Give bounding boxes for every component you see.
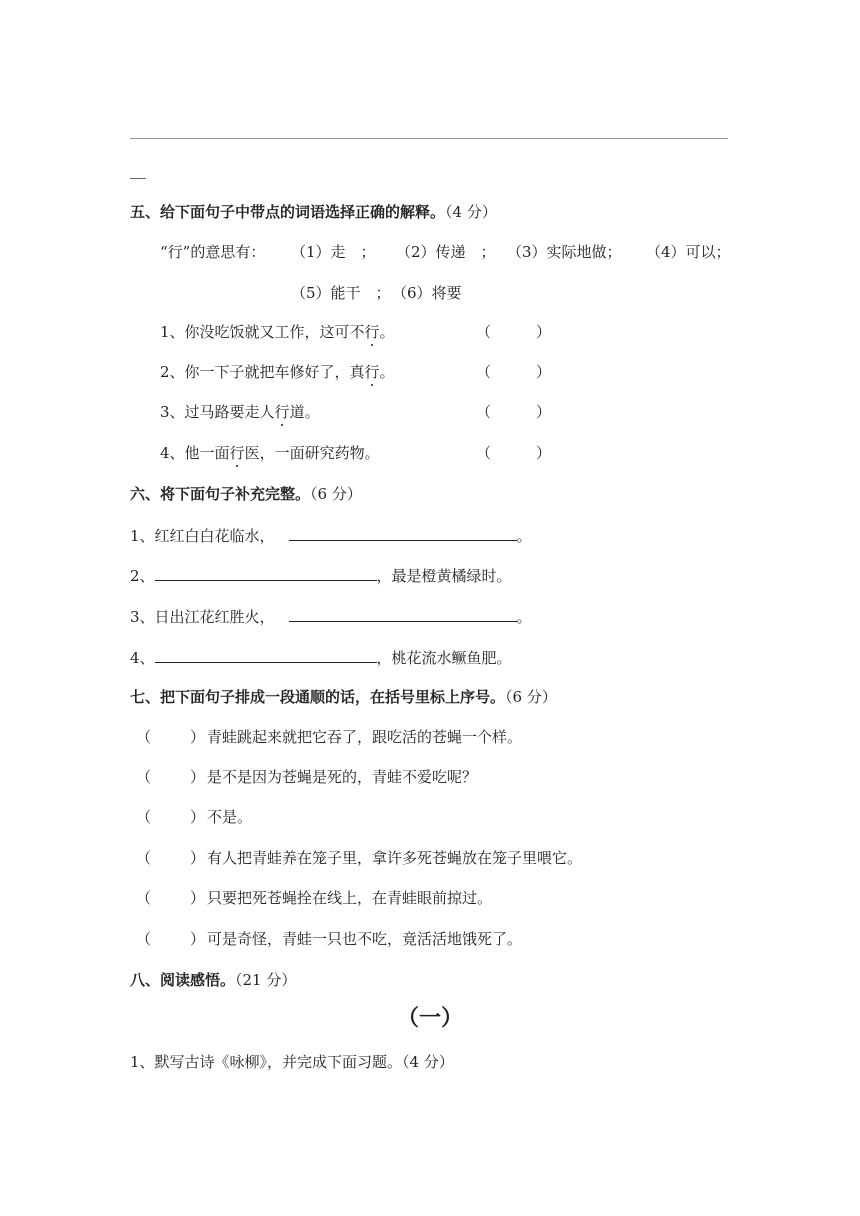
meaning-4: （4）可以； — [646, 243, 731, 261]
sec7-item: 只要把死苍蝇拴在线上，在青蛙眼前掠过。 — [207, 889, 493, 907]
dotted-word: 行 — [364, 323, 380, 341]
section-8-title: 八、阅读感悟。（21 分） — [130, 971, 297, 989]
sec7-item: 是不是因为苍蝇是死的，青蛙不爱吃呢？ — [207, 768, 478, 786]
section-6-title: 六、将下面句子补充完整。（6 分） — [130, 485, 362, 503]
order-paren-open[interactable]: （ — [136, 808, 152, 826]
fill-blank[interactable] — [289, 606, 517, 622]
sec5-item-4: 4、他一面行医，一面研究药物。 — [160, 444, 380, 462]
order-paren-close: ） — [190, 889, 206, 907]
order-paren-open[interactable]: （ — [136, 889, 152, 907]
fill-blank[interactable] — [155, 647, 377, 663]
order-paren-close: ） — [190, 930, 206, 948]
sec8-question-1: 1、默写古诗《咏柳》，并完成下面习题。（4 分） — [130, 1053, 454, 1071]
sec6-line-3: 3、日出江花红胜火， 。 — [130, 608, 532, 626]
order-paren-open[interactable]: （ — [136, 728, 152, 746]
section-5-points: （4 分） — [445, 203, 497, 221]
fill-blank[interactable] — [289, 525, 517, 541]
sec7-item: 可是奇怪，青蛙一只也不吃，竟活活地饿死了。 — [207, 930, 523, 948]
section-8-points: （21 分） — [235, 971, 297, 989]
dotted-word: 行 — [364, 363, 380, 381]
sec6-line-4: 4、 ，桃花流水鳜鱼肥。 — [130, 649, 512, 667]
answer-paren-open[interactable]: （ — [476, 403, 492, 421]
section-7-points: （6 分） — [505, 688, 557, 706]
order-paren-open[interactable]: （ — [136, 930, 152, 948]
section-7-title: 七、把下面句子排成一段通顺的话，在括号里标上序号。（6 分） — [130, 688, 557, 706]
meaning-2: （2）传递 ； — [396, 243, 496, 261]
meaning-1: （1）走 ； — [291, 243, 376, 261]
sec7-item: 有人把青蛙养在笼子里，拿许多死苍蝇放在笼子里喂它。 — [207, 849, 583, 867]
dotted-word: 行 — [229, 444, 245, 462]
section-5-title: 五、给下面句子中带点的词语选择正确的解释。（4 分） — [130, 203, 497, 221]
sec6-line-2: 2、 ，最是橙黄橘绿时。 — [130, 567, 512, 585]
sec7-item: 不是。 — [207, 808, 253, 826]
answer-paren-close: ） — [536, 444, 552, 462]
sec5-item-1: 1、你没吃饭就又工作，这可不行。 — [160, 323, 395, 341]
sec5-item-3: 3、过马路要走人行道。 — [160, 403, 320, 421]
horizontal-rule — [130, 138, 728, 139]
sec6-line-1: 1、红红白白花临水， 。 — [130, 527, 532, 545]
order-paren-close: ） — [190, 808, 206, 826]
dotted-word: 行 — [274, 403, 290, 421]
answer-paren-close: ） — [536, 403, 552, 421]
fill-blank[interactable] — [155, 565, 377, 581]
answer-paren-close: ） — [536, 363, 552, 381]
answer-paren-close: ） — [536, 323, 552, 341]
order-paren-close: ） — [190, 728, 206, 746]
order-paren-close: ） — [190, 768, 206, 786]
answer-paren-open[interactable]: （ — [476, 444, 492, 462]
meaning-5: （5）能干 ； — [291, 284, 391, 302]
order-paren-open[interactable]: （ — [136, 849, 152, 867]
answer-paren-open[interactable]: （ — [476, 323, 492, 341]
order-paren-close: ） — [190, 849, 206, 867]
answer-paren-open[interactable]: （ — [476, 363, 492, 381]
section-6-points: （6 分） — [310, 485, 362, 503]
order-paren-open[interactable]: （ — [136, 768, 152, 786]
meaning-3: （3）实际地做； — [507, 243, 622, 261]
sec5-item-2: 2、你一下子就把车修好了，真行。 — [160, 363, 395, 381]
meanings-intro: “行”的意思有： — [160, 243, 266, 261]
sec7-item: 青蛙跳起来就把它吞了，跟吃活的苍蝇一个样。 — [207, 728, 523, 746]
reading-subtitle: （一） — [396, 1005, 463, 1031]
short-dash — [130, 178, 146, 179]
meaning-6: （6）将要 — [392, 284, 462, 302]
